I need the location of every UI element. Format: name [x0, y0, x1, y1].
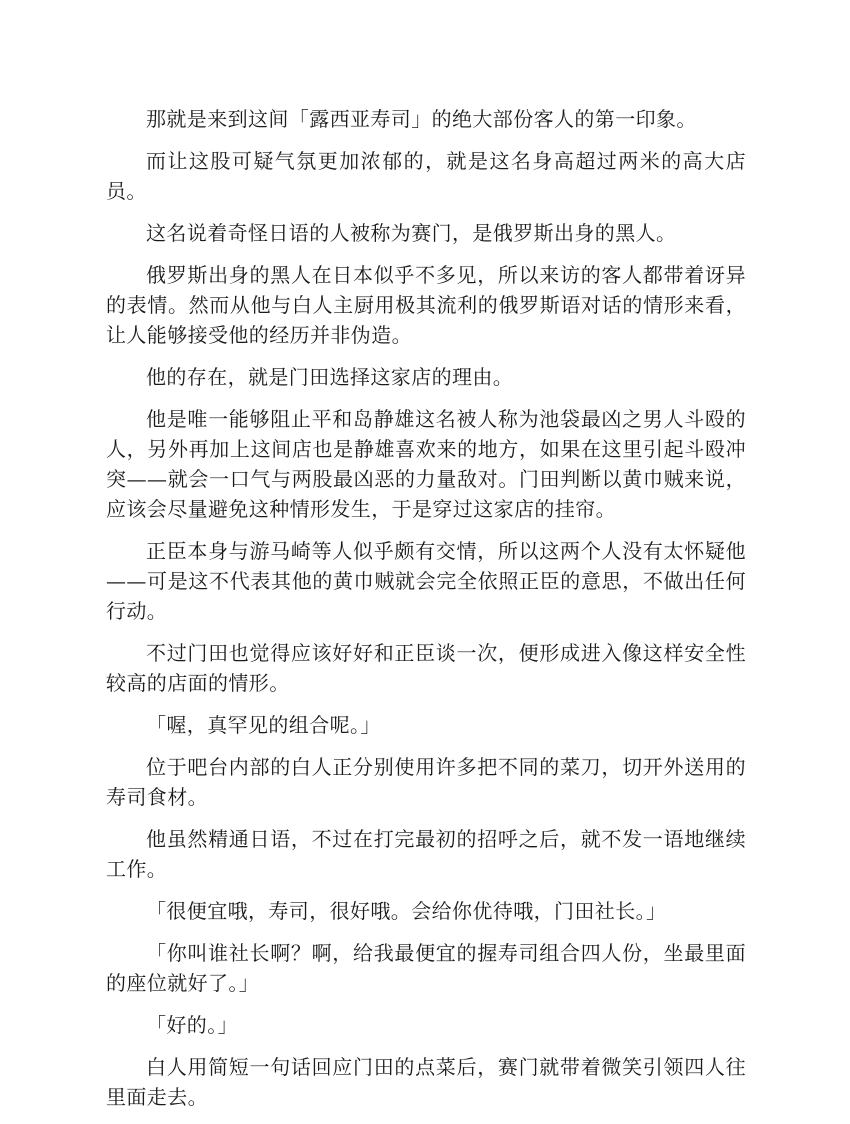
body-text — [106, 104, 746, 1124]
paragraph: 这名说着奇怪日语的人被称为赛门，是俄罗斯出身的黑人。 — [146, 221, 677, 245]
paragraph: 他虽然精通日语，不过在打完最初的招呼之后，就不发一语地继续工作。 — [106, 827, 746, 881]
dialogue-line: 「你叫谁社长啊？啊，给我最便宜的握寿司组合四人份，坐最里面的座位就好了。」 — [106, 941, 746, 995]
dialogue-line: 「喔，真罕见的组合呢。」 — [146, 713, 381, 737]
paragraph: 不过门田也觉得应该好好和正臣谈一次，便形成进入像这样安全性较高的店面的情形。 — [106, 641, 746, 695]
paragraph: 那就是来到这间「露西亚寿司」的绝大部份客人的第一印象。 — [146, 107, 697, 131]
paragraph: 白人用简短一句话回应门田的点菜后，赛门就带着微笑引领四人往里面走去。 — [106, 1055, 746, 1109]
paragraph: 俄罗斯出身的黑人在日本似乎不多见，所以来访的客人都带着讶异的表情。然而从他与白人主厨用极其流利的俄罗斯语对话的情形来看，让人能够接受他的经历并非伪造。 — [106, 263, 746, 347]
paragraph: 正臣本身与游马崎等人似乎颇有交情，所以这两个人没有太怀疑他——可是这不代表其他的黄巾贼就会完全依照正臣的意思，不做出任何行动。 — [106, 539, 746, 623]
dialogue-line: 「很便宜哦，寿司，很好哦。会给你优待哦，门田社长。」 — [146, 899, 667, 923]
paragraph: 他是唯一能够阻止平和岛静雄这名被人称为池袋最凶之男人斗殴的人，另外再加上这间店也是静雄喜欢来的地方，如果在这里引起斗殴冲突——就会一口气与两股最凶恶的力量敌对。门田判断以黄巾贼来说，应该会尽量避免这种情形发生，于是穿过这家店的挂帘。 — [106, 407, 746, 521]
paragraph: 位于吧台内部的白人正分别使用许多把不同的菜刀，切开外送用的寿司食材。 — [106, 755, 746, 809]
paragraph: 而让这股可疑气氛更加浓郁的，就是这名身高超过两米的高大店员。 — [106, 149, 746, 203]
dialogue-line: 「好的。」 — [146, 1013, 238, 1037]
paragraph: 他的存在，就是门田选择这家店的理由。 — [146, 365, 514, 389]
